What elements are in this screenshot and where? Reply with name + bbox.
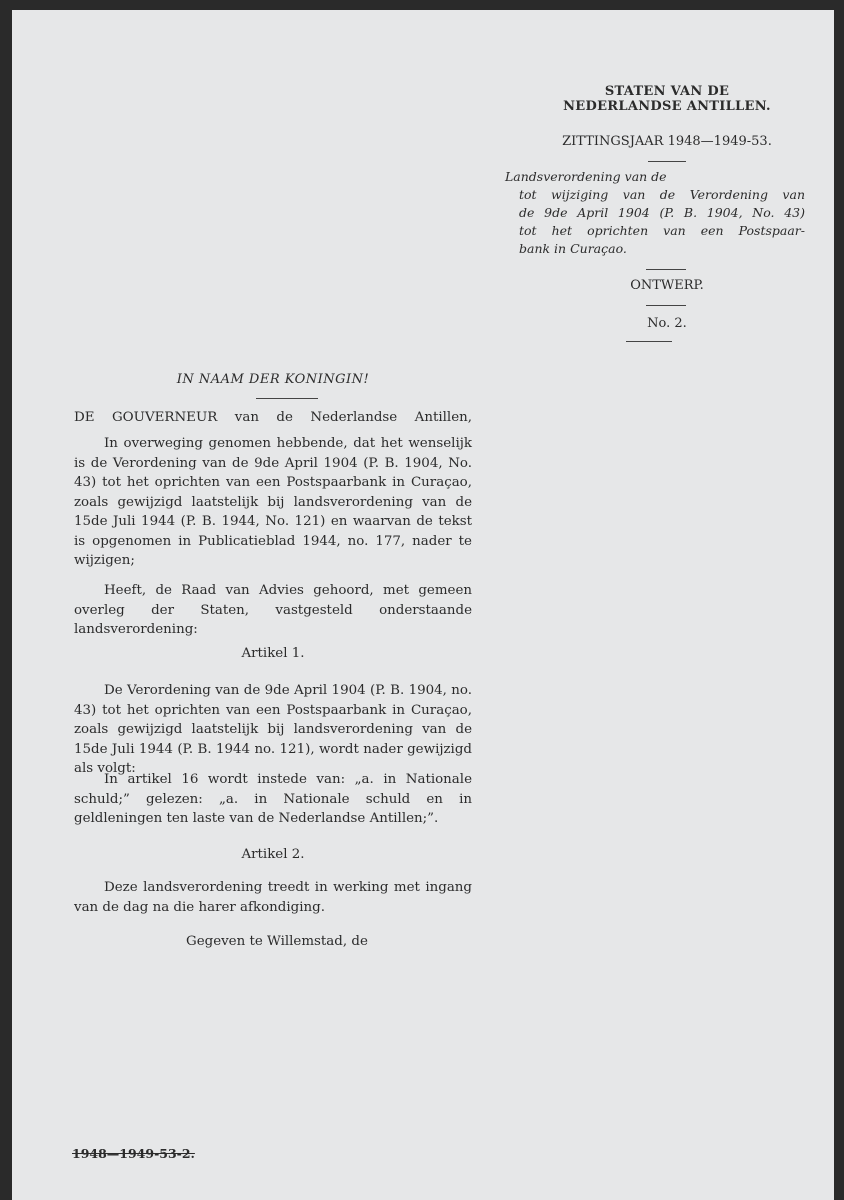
document-code: 1948—1949-53-2. [72,1146,195,1161]
enactment-paragraph: Heeft, de Raad van Advies gehoord, met gemeen overleg der Staten, vastgesteld onderstaande landsverordening: [74,583,472,637]
article-2-text: Deze landsverordening treedt in werking met ingang van de dag na die harer afkondiging. [74,880,472,915]
divider [646,269,686,270]
intro-line: Landsverordening van de [505,169,667,184]
intro-line: tot het oprichten van een Postspaar- [519,223,805,238]
divider [648,161,686,162]
consideration-paragraph: In overweging genomen hebbende, dat het wenselijk is de Verordening van de 9de April 1904 (P. B. 1904, No. 43) tot het oprichten van een Postspaarbank in Curaçao, zoals gewijzigd laatstelijk bij landsverordening van de 15de Juli 1944 (P. B. 1944, No. 121) en waarvan de tekst is opgenomen in Publicatieblad 1944, no. 177, nader te wijzigen; [74,436,472,568]
given-at: Gegeven te Willemstad, de [186,934,368,949]
divider [626,341,672,342]
intro-line: bank in Curaçao. [519,241,627,256]
article-1-text: De Verordening van de 9de April 1904 (P. B. 1904, no. 43) tot het oprichten van een Postspaarbank in Curaçao, zoals gewijzigd laatstelijk bij landsverordening van de 15de Juli 1944 (P. B. 1944 no. 121), wordt nader gewijzigd als volgt: [74,683,472,776]
document-page [12,10,834,1200]
intro-line: de 9de April 1904 (P. B. 1904, No. 43) [519,205,805,220]
document-number: No. 2. [647,316,687,331]
article-1-change: In artikel 16 wordt instede van: „a. in Nationale schuld;” gelezen: „a. in Nationale schuld en in geldleningen ten laste van de Nederlandse Antillen;”. [74,772,472,826]
draft-label: ONTWERP. [630,278,704,293]
session-year: ZITTINGSJAAR 1948—1949-53. [562,134,772,149]
header-title-line2: NEDERLANDSE ANTILLEN. [563,99,771,114]
document-header-title [512,84,822,114]
article-1-heading: Artikel 1. [241,646,305,661]
divider [646,305,686,306]
governor-line: DE GOUVERNEUR van de Nederlandse Antillen, [74,410,472,425]
divider [256,398,318,399]
intro-line: tot wijziging van de Verordening van [519,187,805,202]
article-2-heading: Artikel 2. [241,847,305,862]
header-title-line1: STATEN VAN DE [604,84,730,99]
ordinance-intro [505,168,805,258]
invocation: IN NAAM DER KONINGIN! [176,372,370,387]
